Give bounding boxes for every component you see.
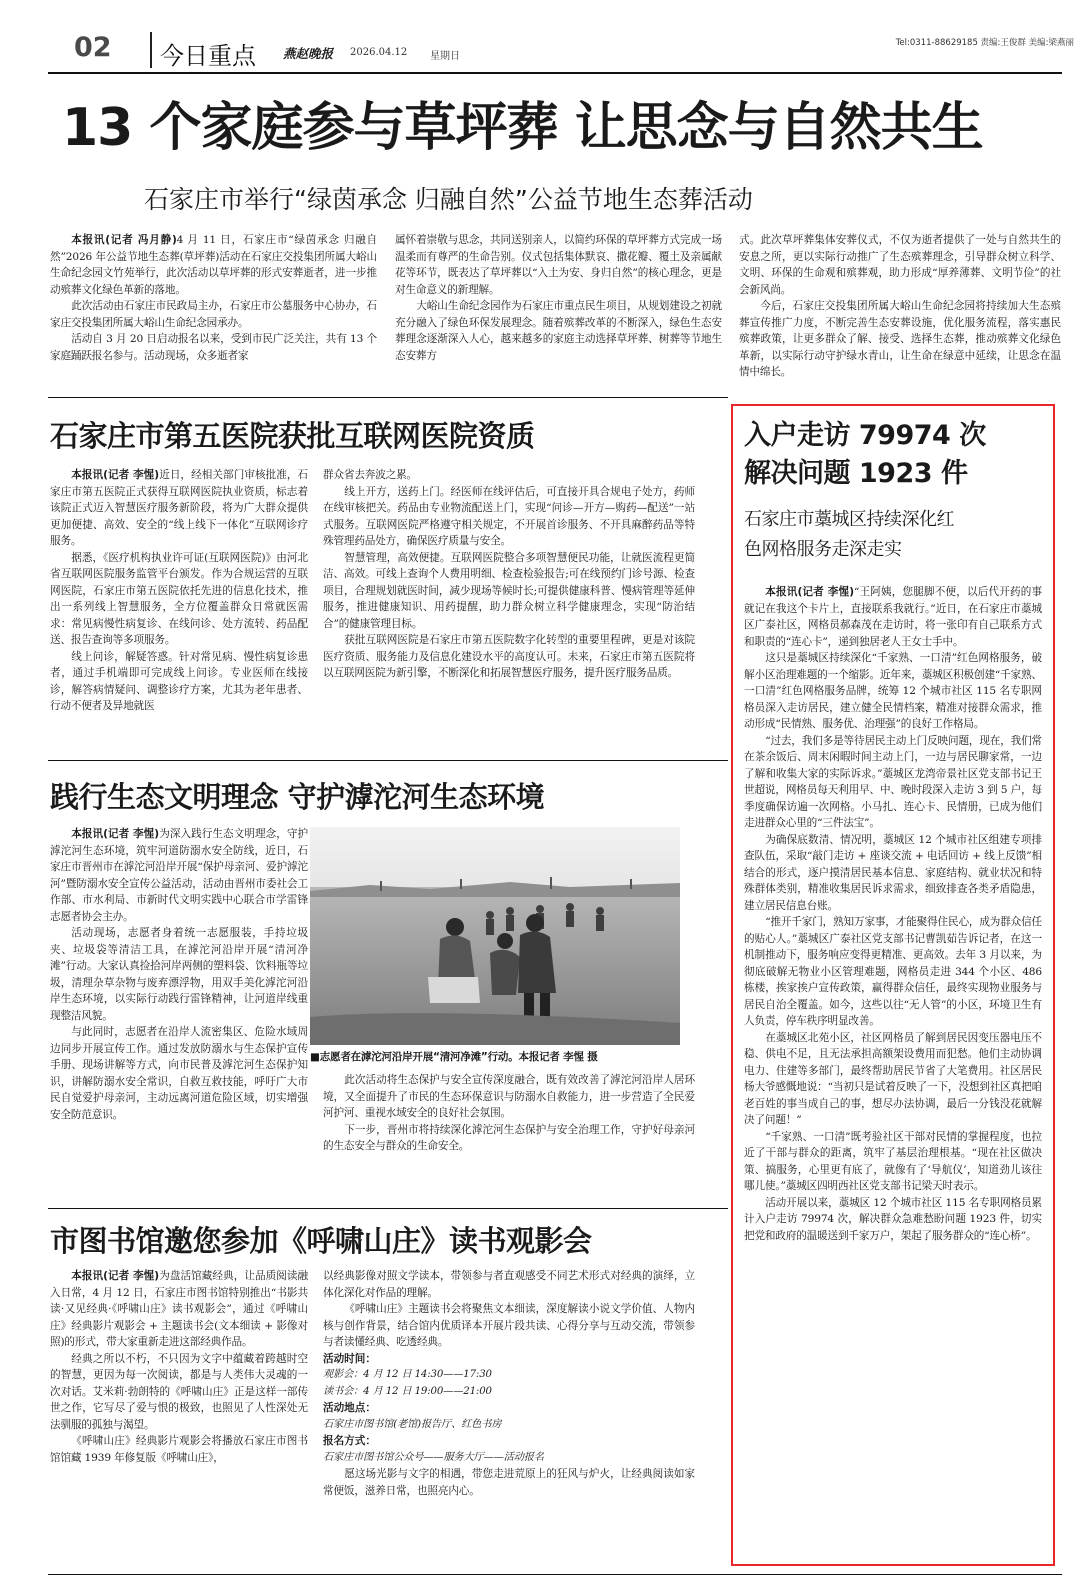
library-col-1 (50, 1268, 308, 1466)
paragraph (323, 484, 695, 550)
lead-headline: 13 个家庭参与草坪葬 让思念与自然共生 (62, 98, 983, 158)
river-bottom-rule (48, 1208, 728, 1209)
paragraph-text: 线上开方，送药上门。经医师在线评估后，可直接开具合规电子处方，药师在线审核把关。药品由专业物流配送上门，实现“问诊—开方—购药—配送”一站式服务。互联网医院严格遵守相关规定，不开展首诊服务、不开具麻醉药品等特殊管理药品处方，确保医疗质量与安全。 (323, 485, 695, 547)
paragraph-text: “推开千家门，熟知万家事，才能聚得住民心，成为群众信任的贴心人。”藁城区广泰社区党支部书记曹凯茹告诉记者，在这一机制推动下，服务响应变得更精准、更高效。去年 3 月以来，为彻底破解无物业小区管理难题，网格员走进 344 个小区、486 栋楼，挨家挨户宣传政策，赢得群众信任，最终实现物业服务与居民自治全覆盖。如今，这些以往“无人管”的小区，环境卫生有人负责，停车秩序明显改善。 (744, 916, 1042, 1027)
section-title: 今日重点 (160, 42, 256, 70)
paragraph-text: 为确保底数清、情况明，藁城区 12 个城市社区组建专项排查队伍，采取“敲门走访 + 座谈交流 + 电话回访 + 线上反馈”相结合的形式，逐户摸清居民基本信息、家庭结构、就业状况和特殊群体类别，精准收集居民诉求需求，细致排查各类矛盾隐患，建立居民信息台账。 (744, 833, 1042, 912)
issue-weekday: 星期日 (430, 51, 460, 62)
editor-contact: Tel:0311-88629185 责编:王俊群 美编:梁燕丽 (895, 38, 1074, 48)
paragraph (744, 1195, 1042, 1245)
volunteer-photo-illustration (310, 827, 680, 1045)
paragraph (323, 1072, 695, 1122)
paragraph-text: 与此同时，志愿者在沿岸人流密集区、危险水域周边同步开展宣传工作。通过发放防溺水与生态保护宣传手册、现场讲解等方式，向市民普及滹沱河生态保护知识，讲解防溺水安全常识，自救互救技能，呼吁广大市民自觉爱护母亲河，主动远离河道危险区域，切实增强安全防范意识。 (50, 1026, 308, 1121)
paragraph-text: 经典之所以不朽，不只因为文字中蕴藏着跨越时空的智慧，更因为每一次阅读，都是与人类伟大灵魂的一次对话。艾米莉·勃朗特的《呼啸山庄》正是这样一部传世之作，它写尽了爱与恨的极致，也照见了人性深处无法驯服的孤独与渴望。 (50, 1352, 308, 1431)
paragraph (744, 733, 1042, 832)
paragraph-text: 活动开展以来，藁城区 12 个城市社区 115 名专职网格员累计入户走访 79974 次，解决群众急难愁盼问题 1923 件，切实把党和政府的温暖送到千家万户，架起了服务群众的“连心桥”。 (744, 1196, 1042, 1242)
hospital-col-1 (50, 467, 308, 715)
paragraph-text: 大峪山生命纪念园作为石家庄市重点民生项目，从规划建设之初就充分融入了绿色环保发展理念。随着殡葬改革的不断深入，绿色生态安葬理念逐渐深入人心，越来越多的家庭主动选择草坪葬、树葬等节地生态安葬方 (395, 300, 722, 362)
paragraph (395, 232, 722, 298)
library-closing: 愿这场光影与文字的相遇，带您走进荒原上的狂风与炉火，让经典阅读如家常便饭，滋养日常，也照亮内心。 (323, 1468, 695, 1497)
sidebar-subheadline-2: 色网格服务走深走实 (744, 539, 902, 560)
masthead-divider (150, 32, 152, 68)
hospital-col-2 (323, 467, 695, 682)
lead-subheadline: 石家庄市举行“绿茵承念 归融自然”公益节地生态葬活动 (144, 185, 753, 214)
paragraph-text: “千家熟、一口清”既考验社区干部对民情的掌握程度，也拉近了干部与群众的距离，筑牢了基层治理根基。“现在社区做决策、搞服务，心里更有底了，就像有了‘导航仪’，知道劲儿该往哪儿使。”藁城区四明西社区党支部书记梁天时表示。 (744, 1130, 1042, 1192)
reading-time: 读书会：4 月 12 日 19:00——21:00 (323, 1385, 492, 1397)
paragraph (744, 832, 1042, 915)
paragraph (744, 1030, 1042, 1129)
paragraph-text: 近日，经相关部门审核批准，石家庄市第五医院正式获得互联网医院执业资质，标志着该院正式迈入智慧医疗服务新阶段，将为广大群众提供更加便捷、高效、安全的“线上线下一体化”互联网诊疗服务。 (50, 469, 308, 547)
paragraph-text: “王阿姨，您腿脚不便，以后代开药的事就记在我这个卡片上，直接联系我就行。”近日，在石家庄市藁城区广泰社区，网格员郝森茂在走访时，将一张印有自己联系方式和职责的“连心卡”，递到独居老人王女士手中。 (744, 586, 1043, 648)
hospital-bottom-rule (48, 760, 728, 761)
paragraph (744, 1129, 1042, 1195)
activity-place-label: 活动地点： (323, 1402, 376, 1414)
hospital-headline: 石家庄市第五医院获批互联网医院资质 (50, 419, 535, 453)
library-col-2 (323, 1268, 695, 1499)
paragraph-text: 群众省去奔波之累。 (323, 469, 417, 481)
lead-bottom-rule (48, 397, 728, 398)
paragraph-text: 获批互联网医院是石家庄市第五医院数字化转型的重要里程碑，更是对该院医疗资质、服务能力及信息化建设水平的高度认可。未来，石家庄市第五医院将以互联网医院为新引擎，不断深化和拓展智慧医疗服务，提升医疗服务品质。 (323, 634, 695, 679)
paragraph (50, 925, 308, 1024)
paragraph-text: 为盘活馆藏经典，让品质阅读融入日常，4 月 12 日，石家庄市图书馆特别推出“书影共读·又见经典·《呼啸山庄》读书观影会”，通过《呼啸山庄》经典影片观影会 + 主题读书会(文本细读 + 影像对照)的形式，带大家重新走进这部经典作品。 (50, 1270, 308, 1348)
paragraph (739, 232, 1061, 298)
signup-method: 石家庄市图书馆公众号——服务大厅——活动报名 (323, 1451, 544, 1463)
paragraph (50, 1351, 308, 1434)
river-col-2 (323, 1072, 695, 1155)
paragraph-text: 线上问诊，解疑答惑。针对常见病、慢性病复诊患者，通过手机端即可完成线上问诊。专业医师在线接诊，解答病情疑问、调整诊疗方案，尤其为老年患者、行动不便者及异地就医 (50, 650, 308, 712)
library-headline: 市图书馆邀您参加《呼啸山庄》读书观影会 (50, 1224, 592, 1258)
paragraph (50, 1433, 308, 1466)
activity-place: 石家庄市图书馆(老馆)报告厅、红色书房 (323, 1418, 502, 1430)
sidebar-subheadline-1: 石家庄市藁城区持续深化红 (744, 509, 954, 530)
activity-time-label: 活动时间： (323, 1352, 376, 1365)
lead-col-3 (739, 232, 1061, 381)
paragraph-text: 为深入践行生态文明理念，守护滹沱河生态环境，筑牢河道防溺水安全防线，近日，石家庄市晋州市在滹沱河沿岸开展“保护母亲河、爱护滹沱河”暨防溺水安全宣传公益活动，活动由晋州市委社会工作部、市水利局、市新时代文明实践中心联合市学雷锋志愿者协会主办。 (50, 828, 308, 923)
river-photo (310, 827, 680, 1045)
sidebar-headline-2: 解决问题 1923 件 (744, 458, 968, 489)
byline: 本报讯(记者 冯月静) (71, 234, 177, 246)
paragraph-text: 活动现场，志愿者身着统一志愿服装，手持垃圾夹、垃圾袋等清洁工具，在滹沱河沿岸开展“清河净滩”行动。大家认真捡拾河岸两侧的塑料袋、饮料瓶等垃圾，清理杂草杂物与废弃漂浮物，用双手美化滹沱河沿岸生态环境，以实际行动践行雷锋精神，让河道岸线重现整洁风貌。 (50, 927, 308, 1022)
screening-time: 观影会：4 月 12 日 14:30——17:30 (323, 1369, 492, 1380)
paragraph (50, 467, 308, 550)
paragraph (395, 298, 722, 364)
paragraph (50, 1268, 308, 1351)
page-bottom-rule (48, 1574, 1062, 1575)
newspaper-page (20, 0, 1080, 1596)
paragraph-text: 在藁城区北苑小区，社区网格员了解到居民因变压器电压不稳、供电不足，且无法承担高额架设费用而犯愁。他们主动协调电力、住建等多部门，最终帮助居民节省了大笔费用。社区居民杨大爷感慨地说：“当初只是试着反映了一下，没想到社区真把咱老百姓的事当成自己的事，想尽办法协调，最后一分钱没花就解决了问题！” (744, 1031, 1042, 1126)
paragraph (50, 826, 308, 925)
page-number: 02 (74, 32, 112, 63)
signup-label: 报名方式： (323, 1435, 376, 1447)
paragraph (323, 467, 695, 484)
paragraph (50, 331, 377, 364)
paragraph-text: 此次活动由石家庄市民政局主办，石家庄市公墓服务中心协办，石家庄交投集团所属大峪山生命纪念园承办。 (50, 300, 377, 329)
byline: 本报讯(记者 李惺) (765, 586, 854, 598)
lead-col-1 (50, 232, 377, 364)
issue-date: 2026.04.12 (350, 47, 408, 58)
library-col-2-paras (323, 1268, 695, 1351)
river-photo-caption: ■志愿者在滹沱河沿岸开展“清河净滩”行动。本报记者 李惺 摄 (310, 1051, 598, 1063)
paragraph-text: 据悉，《医疗机构执业许可证(互联网医院)》由河北省互联网医院服务监管平台颁发。作为合规运营的互联网医院，石家庄市第五医院依托先进的信息化技术，推出一系列线上智慧服务，全方位覆盖群众日常就医需求：常见病慢性病复诊、在线问诊、处方流转、药品配送、报告查询等多项服务。 (50, 551, 308, 646)
paragraph-text: 属怀着崇敬与思念，共同送别亲人，以简约环保的草坪葬方式完成一场温柔而有尊严的生命告别。仪式包括集体默哀、撒花瓣、覆土及亲属献花等环节，既表达了草坪葬以“入土为安、身归自然”的核心理念，更是对生命意义的新理解。 (395, 234, 722, 296)
paragraph-text: 《呼啸山庄》主题读书会将聚焦文本细读，深度解读小说文学价值、人物内核与创作背景，结合馆内优质译本开展片段共读、心得分享与互动交流，带领参与者读懂经典、吃透经典。 (323, 1303, 695, 1348)
paper-logo: 燕赵晚报 (283, 46, 334, 61)
paragraph-text: “过去，我们多是等待居民主动上门反映问题，现在，我们常在茶余饭后、周末闲暇时间主动上门，一边与居民聊家常，一边了解和收集大家的实际诉求。”藁城区龙湾帝景社区党支部书记王世超说，网格员每天利用早、中、晚时段深入走访 3 到 5 户，每季度确保访遍一次网格。小马扎、连心卡、民情册，已成为他们走进群众心里的“三件法宝”。 (744, 734, 1042, 829)
masthead-rule (48, 72, 1062, 74)
paragraph (50, 298, 377, 331)
paragraph-text: 活动自 3 月 20 日启动报名以来，受到市民广泛关注，共有 13 个家庭踊跃报名参与。活动现场，众多逝者家 (50, 333, 377, 362)
sidebar-body (744, 584, 1042, 1244)
paragraph-text: 下一步，晋州市将持续深化滹沱河生态保护与安全治理工作，守护好母亲河的生态安全与群众的生命安全。 (323, 1123, 695, 1152)
byline: 本报讯(记者 李惺) (71, 828, 159, 840)
paragraph-text: 4 月 11 日，石家庄市“绿茵承念 归融自然”2026 年公益节地生态葬(草坪葬)活动在石家庄交投集团所属大峪山生命纪念园文竹苑举行，此次活动以草坪葬的形式安葬逝者，进一步推动殡葬文化绿色革新的落地。 (50, 234, 377, 296)
paragraph (50, 550, 308, 649)
paragraph-text: 以经典影像对照文学读本，带领参与者直观感受不同艺术形式对经典的演绎，立体化深化对作品的理解。 (323, 1270, 695, 1299)
paragraph (323, 550, 695, 633)
paragraph-text: 《呼啸山庄》经典影片观影会将播放石家庄市图书馆馆藏 1939 年修复版《呼啸山庄》， (50, 1435, 308, 1464)
byline: 本报讯(记者 李惺) (71, 469, 159, 481)
paragraph (50, 1024, 308, 1123)
paragraph-text: 这只是藁城区持续深化“千家熟、一口清”红色网格服务，破解小区治理难题的一个缩影。近年来，藁城区积极创建“千家熟、一口清”红色网格服务品牌，统筹 12 个城市社区 115 名专职网格员深入走访居民，建立健全民情档案，精准对接群众需求，推动形成“民情熟、服务优、治理强”的良好工作格局。 (744, 652, 1042, 730)
byline: 本报讯(记者 李惺) (71, 1270, 159, 1282)
paragraph-text: 此次活动将生态保护与安全宣传深度融合，既有效改善了滹沱河沿岸人居环境，又全面提升了市民的生态环保意识与防溺水自救能力，进一步营造了全民爱河护河、重视水域安全的良好社会氛围。 (323, 1074, 695, 1119)
paragraph (323, 1301, 695, 1351)
river-col-1 (50, 826, 308, 1123)
paragraph-text: 今后，石家庄交投集团所属大峪山生命纪念园将持续加大生态殡葬宣传推广力度，不断完善生态安葬设施，优化服务流程，落实惠民殡葬政策，让更多群众了解、接受、选择生态葬，推动殡葬文化绿色革新，以实际行动守护绿水青山，让生命在绿意中延续，让思念在温情中绵长。 (739, 300, 1061, 378)
paragraph (739, 298, 1061, 381)
paragraph (50, 649, 308, 715)
paragraph (323, 632, 695, 682)
paragraph (323, 1122, 695, 1155)
paragraph (50, 232, 377, 298)
paragraph (744, 584, 1042, 650)
paragraph-text: 智慧管理，高效便捷。互联网医院整合多项智慧便民功能，让就医流程更简洁、高效。可线上查询个人费用明细、检查检验报告;可在线预约门诊号源、检查项目，合理规划就医时间，减少现场等候时长;可提供健康科普、慢病管理等延伸服务，推进健康知识、用药提醒，助力群众树立科学健康理念，实现“防治结合”的健康管理目标。 (323, 551, 695, 630)
river-headline: 践行生态文明理念 守护滹沱河生态环境 (50, 780, 545, 814)
paragraph-text: 式。此次草坪葬集体安葬仪式，不仅为逝者提供了一处与自然共生的安息之所，更以实际行动推广了生态殡葬理念，引导群众树立科学、文明、环保的生命观和殡葬观，助力形成“厚养薄葬、文明节俭”的社会新风尚。 (739, 234, 1061, 296)
lead-col-2 (395, 232, 722, 364)
paragraph (323, 1268, 695, 1301)
sidebar-headline-1: 入户走访 79974 次 (744, 420, 986, 451)
paragraph (744, 914, 1042, 1030)
paragraph (744, 650, 1042, 733)
